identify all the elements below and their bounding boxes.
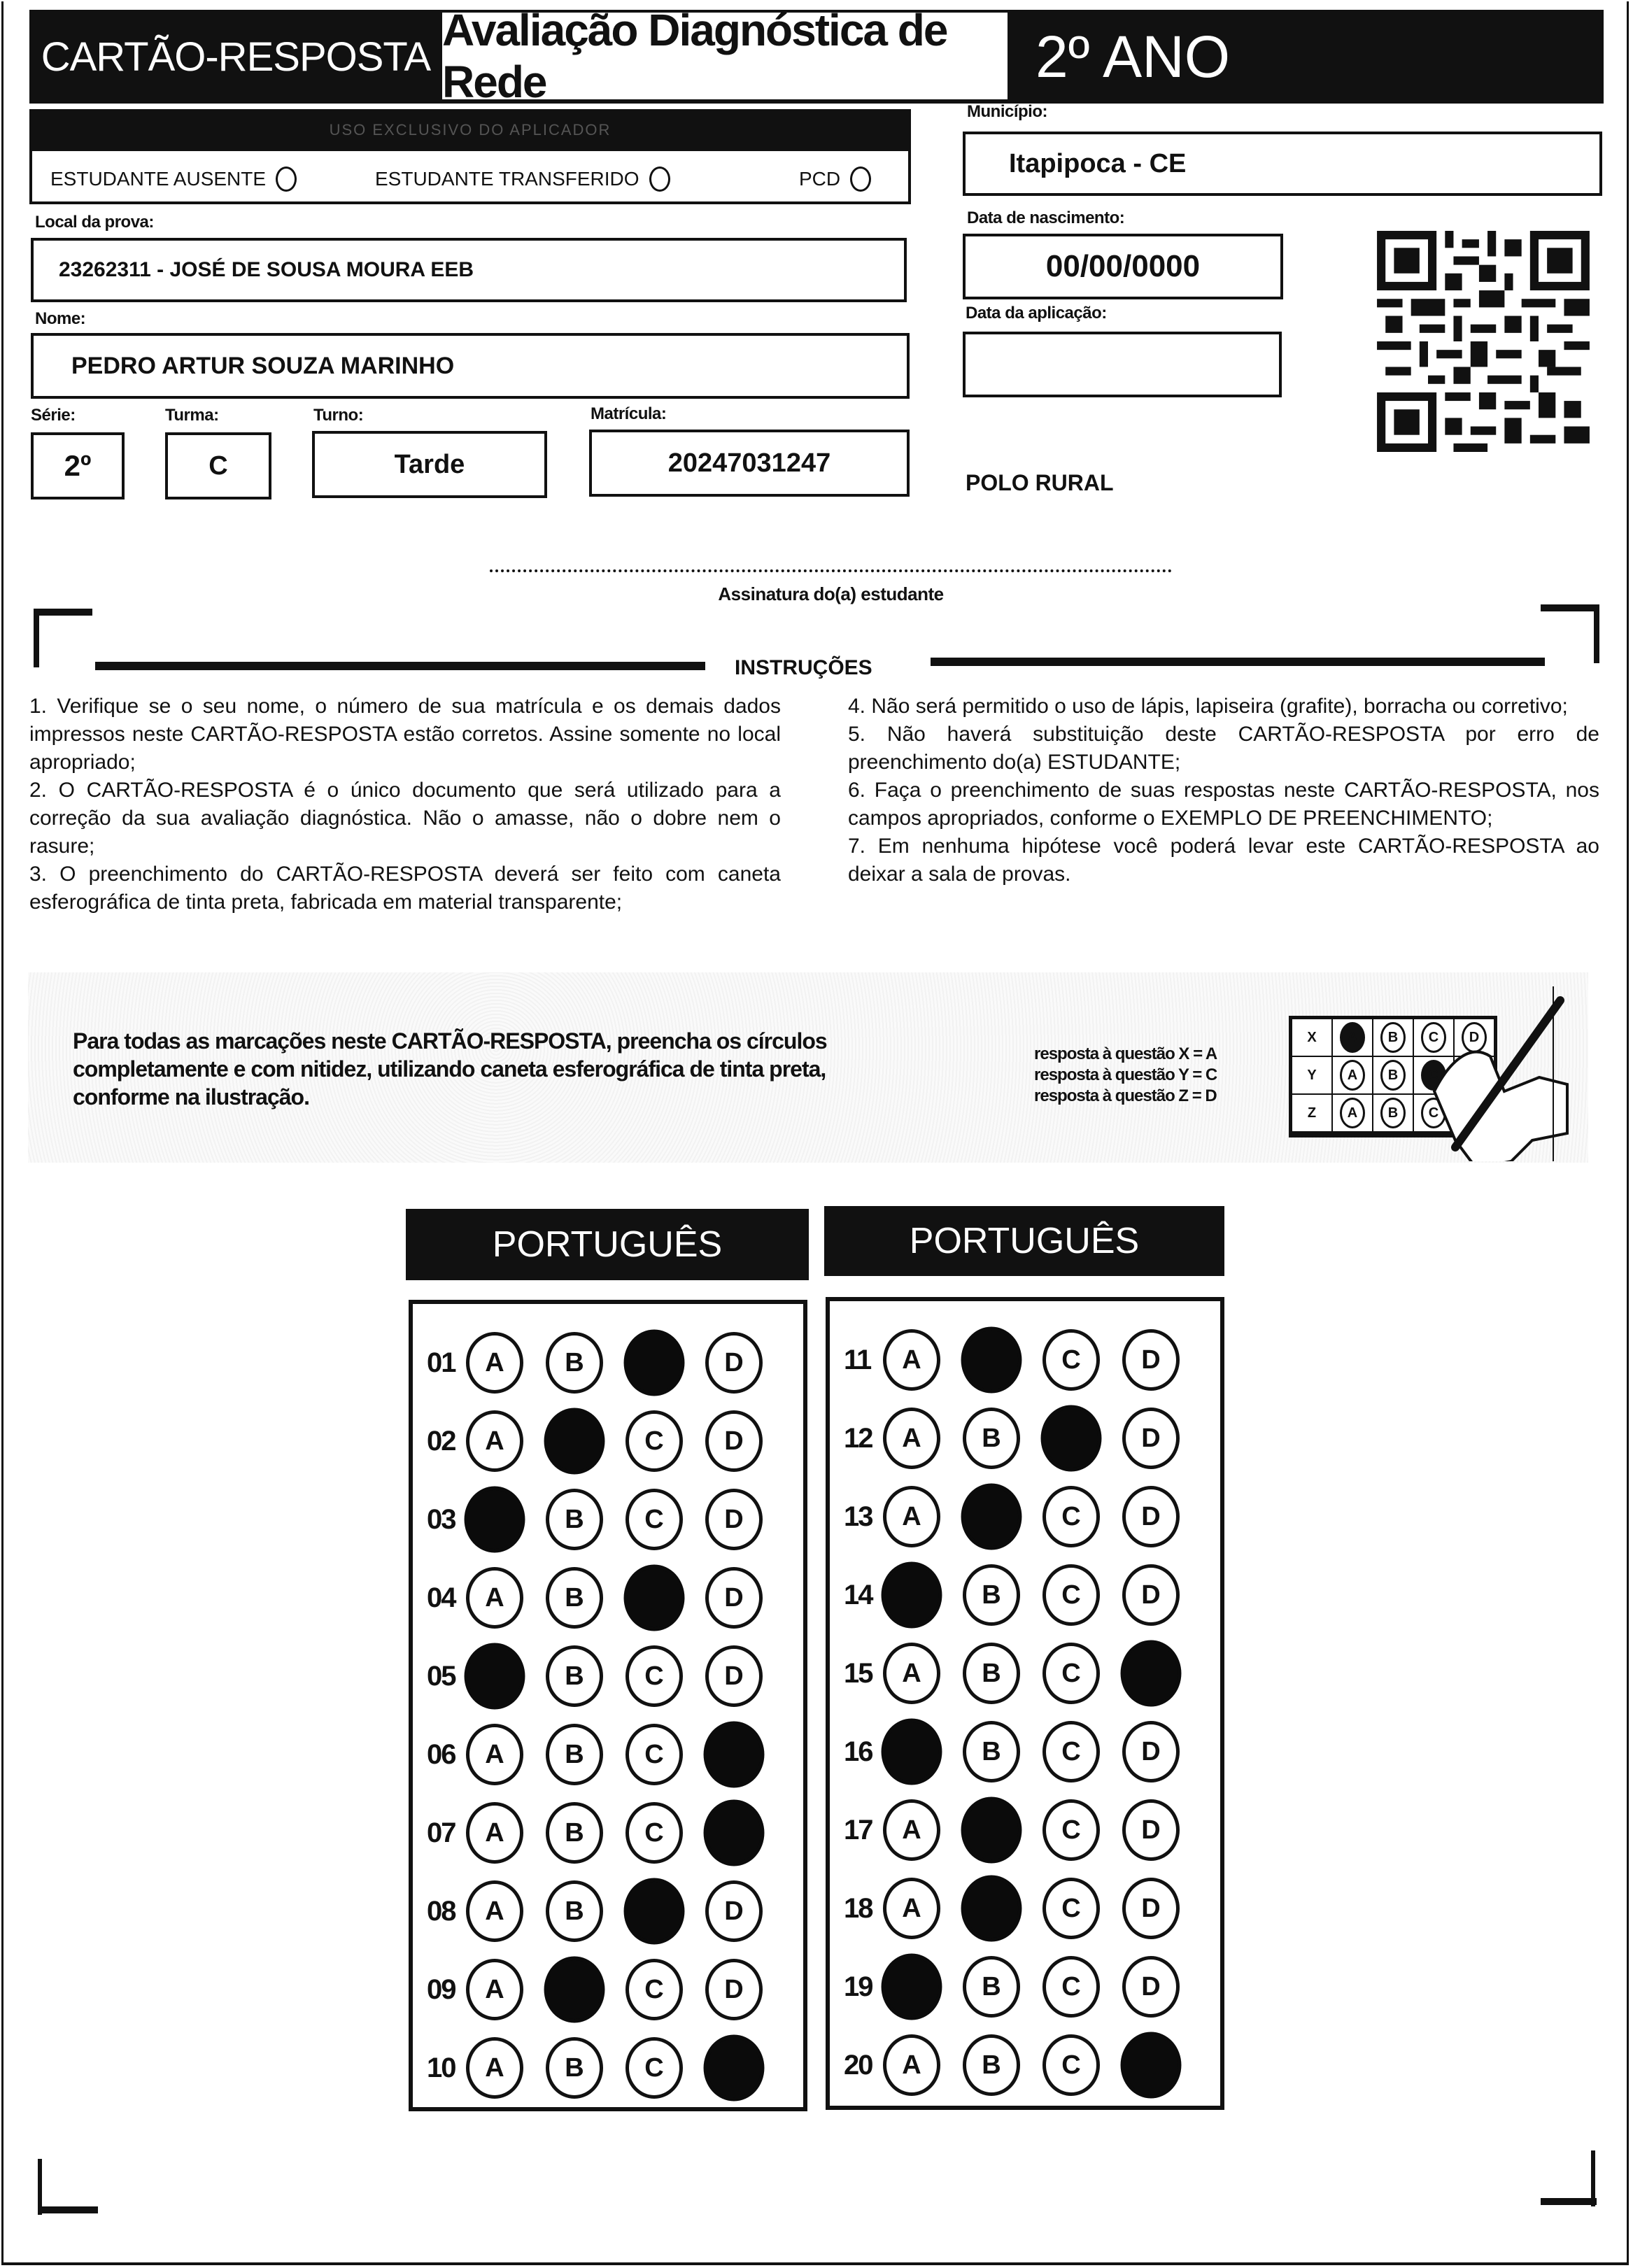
answer-bubble[interactable]: B — [546, 1489, 603, 1550]
subject-header: PORTUGUÊS — [824, 1206, 1224, 1276]
instruction-item: 4. Não será permitido o uso de lápis, lapiseira (grafite), borracha ou corretivo; — [848, 695, 1568, 718]
example-bubble: B — [1380, 1098, 1406, 1128]
answer-row — [427, 2037, 785, 2099]
answer-bubble[interactable]: C — [1042, 1799, 1100, 1861]
answer-row — [427, 1645, 785, 1707]
answer-bubble[interactable]: A — [466, 1410, 523, 1472]
option-estudante-ausente[interactable] — [50, 166, 297, 192]
local-field — [31, 238, 907, 302]
answer-row — [427, 1567, 785, 1629]
answer-bubble[interactable]: D — [705, 1880, 763, 1942]
turma-value: C — [208, 451, 228, 481]
answer-bubble[interactable]: D — [1122, 1721, 1180, 1782]
answer-bubble[interactable]: A — [883, 1643, 940, 1704]
answer-bubble[interactable]: A — [466, 2037, 523, 2099]
radio-circle-icon[interactable] — [276, 166, 297, 192]
answer-bubble[interactable]: D — [705, 1567, 763, 1629]
answer-bubble[interactable]: B — [963, 2034, 1020, 2096]
answer-bubble[interactable]: B — [546, 1645, 603, 1707]
answer-row — [427, 1332, 785, 1394]
answer-bubble[interactable]: C — [625, 1724, 683, 1785]
instruction-item: 7. Em nenhuma hipótese você poderá levar este CARTÃO-RESPOSTA ao deixar a sala de provas. — [848, 835, 1599, 886]
answer-bubble[interactable]: B — [963, 1643, 1020, 1704]
answer-bubble[interactable]: C — [1042, 1878, 1100, 1939]
answer-bubble[interactable]: A — [883, 1408, 940, 1469]
instructions-title: INSTRUÇÕES — [735, 656, 872, 679]
example-bubble: C — [1421, 1098, 1446, 1128]
answer-bubble[interactable]: D — [1122, 1329, 1180, 1391]
answer-bubble-filled[interactable] — [961, 1875, 1022, 1941]
answer-bubble[interactable]: C — [1042, 1643, 1100, 1704]
answer-bubble-filled[interactable] — [1121, 2032, 1182, 2098]
grade-label: 2º ANO — [1035, 23, 1231, 90]
radio-circle-icon[interactable] — [850, 166, 871, 192]
answer-bubble[interactable]: B — [546, 1802, 603, 1864]
question-number: 15 — [844, 1657, 872, 1689]
option-estudante-transferido[interactable] — [375, 166, 670, 192]
aplicacao-label: Data da aplicação: — [966, 304, 1107, 323]
answer-row — [844, 1956, 1202, 2018]
answer-bubble-filled[interactable] — [961, 1326, 1022, 1393]
legend-line: resposta à questão X = A — [1034, 1044, 1217, 1063]
question-number: 07 — [427, 1817, 455, 1848]
turno-label: Turno: — [313, 406, 364, 425]
answer-bubble-filled[interactable] — [882, 1561, 942, 1628]
example-question-label: Y — [1292, 1056, 1332, 1094]
nome-field — [31, 333, 910, 399]
example-legend — [1034, 1044, 1217, 1107]
answer-bubble[interactable]: B — [546, 1332, 603, 1394]
aplicacao-field — [963, 332, 1282, 397]
qr-code-icon — [1377, 231, 1590, 452]
legend-line: resposta à questão Z = D — [1034, 1086, 1217, 1105]
example-bubble: B — [1380, 1060, 1406, 1091]
answer-bubble[interactable]: A — [466, 1567, 523, 1629]
answer-bubble[interactable]: A — [466, 1880, 523, 1942]
option-label: PCD — [799, 168, 841, 190]
polo-label: POLO RURAL — [966, 470, 1114, 495]
answer-bubble-filled[interactable] — [465, 1643, 525, 1709]
turma-label: Turma: — [165, 406, 219, 425]
question-number: 02 — [427, 1425, 455, 1457]
subject-header: PORTUGUÊS — [406, 1209, 809, 1280]
question-number: 18 — [844, 1892, 872, 1924]
answer-bubble[interactable]: D — [1122, 1878, 1180, 1939]
answer-bubble-filled[interactable] — [882, 1718, 942, 1785]
answer-bubble[interactable]: C — [625, 1645, 683, 1707]
answer-bubble[interactable]: C — [625, 1802, 683, 1864]
answer-bubble-filled[interactable] — [544, 1956, 605, 2022]
instructions-rule-right — [931, 658, 1545, 666]
turno-field — [312, 431, 547, 498]
answer-bubble-filled[interactable] — [1121, 1640, 1182, 1706]
corner-mark-top-right — [1594, 604, 1599, 663]
answer-bubble[interactable]: B — [963, 1564, 1020, 1626]
answer-bubble[interactable]: C — [1042, 1721, 1100, 1782]
answer-row — [427, 1410, 785, 1472]
answer-bubble[interactable]: D — [1122, 1486, 1180, 1547]
answer-row — [427, 1802, 785, 1864]
instruction-item: 6. Faça o preenchimento de suas respostas neste CARTÃO-RESPOSTA, nos campos apropriados, conforme o EXEMPLO DE PREENCHIMENTO; — [848, 779, 1599, 830]
answer-bubble-filled[interactable] — [624, 1878, 685, 1944]
answer-row — [844, 1564, 1202, 1626]
nome-label: Nome: — [35, 309, 86, 328]
answer-bubble[interactable]: A — [883, 1878, 940, 1939]
answer-row — [844, 1329, 1202, 1391]
answer-bubble[interactable]: C — [1042, 2034, 1100, 2096]
exam-title: Avaliação Diagnóstica de Rede — [442, 13, 1008, 99]
example-bubble: D — [1462, 1022, 1487, 1053]
example-instruction: Para todas as marcações neste CARTÃO-RESPOSTA, preencha os círculos completamente e com nitidez, utilizando caneta esferográfica de tinta preta, conforme na ilustração. — [73, 1028, 827, 1110]
answer-bubble[interactable]: A — [466, 1959, 523, 2020]
hand-with-pen-icon — [1427, 986, 1574, 1161]
corner-mark-top-right — [1541, 604, 1599, 611]
matricula-field — [589, 430, 910, 497]
answer-bubble[interactable]: D — [1122, 1956, 1180, 2018]
aplicador-title: USO EXCLUSIVO DO APLICADOR — [29, 109, 911, 151]
example-bubble-filled: C — [1421, 1060, 1446, 1091]
municipio-field — [963, 132, 1602, 196]
question-number: 06 — [427, 1738, 455, 1770]
answer-bubble[interactable]: B — [963, 1956, 1020, 2018]
question-number: 05 — [427, 1660, 455, 1692]
serie-label: Série: — [31, 406, 76, 425]
question-number: 10 — [427, 2052, 455, 2083]
legend-line: resposta à questão Y = C — [1034, 1065, 1217, 1084]
signature-line[interactable] — [490, 569, 1172, 572]
question-number: 12 — [844, 1422, 872, 1454]
option-label: ESTUDANTE AUSENTE — [50, 168, 267, 190]
answer-bubble[interactable]: D — [705, 1959, 763, 2020]
answer-bubble[interactable]: D — [705, 1410, 763, 1472]
answer-bubble[interactable]: C — [1042, 1564, 1100, 1626]
answer-bubble[interactable]: D — [1122, 1799, 1180, 1861]
answer-bubble[interactable]: C — [625, 2037, 683, 2099]
example-bubble: A — [1340, 1098, 1365, 1128]
option-pcd[interactable] — [799, 166, 871, 192]
corner-mark-bottom-left — [38, 2206, 98, 2213]
answer-bubble[interactable]: B — [963, 1408, 1020, 1469]
answer-bubble-filled[interactable] — [544, 1408, 605, 1474]
answer-bubble[interactable]: D — [705, 1645, 763, 1707]
answer-bubble[interactable]: D — [705, 1332, 763, 1394]
instruction-item: 3. O preenchimento do CARTÃO-RESPOSTA deverá ser feito com caneta esferográfica de tinta preta, fabricada em material transparente; — [29, 863, 781, 914]
radio-circle-icon[interactable] — [649, 166, 670, 192]
nome-value: PEDRO ARTUR SOUZA MARINHO — [71, 352, 455, 379]
answer-bubble-filled[interactable] — [1041, 1405, 1102, 1471]
answer-bubble[interactable]: C — [625, 1959, 683, 2020]
example-question-label: Z — [1292, 1094, 1332, 1132]
instructions-rule-left — [95, 662, 705, 670]
answer-bubble-filled[interactable] — [704, 1721, 765, 1787]
answer-bubble-filled[interactable] — [882, 1953, 942, 2020]
aplicador-options — [29, 151, 911, 204]
instruction-item: 2. O CARTÃO-RESPOSTA é o único documento que será utilizado para a correção da sua avaliação diagnóstica. Não o amasse, não o dobre nem o rasure; — [29, 779, 781, 858]
question-number: 19 — [844, 1971, 872, 2002]
matricula-label: Matrícula: — [591, 404, 667, 423]
example-bubble-filled: A — [1340, 1022, 1365, 1053]
local-value: 23262311 - JOSÉ DE SOUSA MOURA EEB — [59, 258, 474, 281]
answer-bubble[interactable]: D — [1122, 1564, 1180, 1626]
answer-bubble[interactable]: D — [705, 1489, 763, 1550]
answer-row — [427, 1880, 785, 1942]
answer-bubble[interactable]: D — [1122, 1408, 1180, 1469]
instruction-item: 1. Verifique se o seu nome, o número de sua matrícula e os demais dados impressos neste CARTÃO-RESPOSTA estão corretos. Assine somente no local apropriado; — [29, 695, 781, 774]
question-number: 08 — [427, 1895, 455, 1927]
answer-bubble-filled[interactable] — [624, 1564, 685, 1631]
answer-row — [844, 2034, 1202, 2096]
question-number: 13 — [844, 1501, 872, 1532]
answer-bubble-filled[interactable] — [624, 1329, 685, 1396]
municipio-value: Itapipoca - CE — [1009, 148, 1187, 178]
answer-row — [844, 1799, 1202, 1861]
answer-bubble[interactable]: B — [546, 1880, 603, 1942]
answer-bubble[interactable]: B — [546, 1567, 603, 1629]
answer-row — [427, 1489, 785, 1550]
turma-field — [165, 432, 271, 499]
local-label: Local da prova: — [35, 213, 154, 232]
question-number: 11 — [844, 1344, 871, 1375]
answer-bubble[interactable]: A — [466, 1802, 523, 1864]
option-label: ESTUDANTE TRANSFERIDO — [375, 168, 639, 190]
instruction-item: 5. Não haverá substituição deste CARTÃO-RESPOSTA por erro de preenchimento do(a) ESTUDANTE; — [848, 723, 1599, 774]
answer-panel-2 — [826, 1297, 1224, 2110]
municipio-label: Município: — [967, 102, 1047, 121]
answer-bubble[interactable]: A — [466, 1332, 523, 1394]
question-number: 04 — [427, 1582, 455, 1613]
nascimento-value: 00/00/0000 — [1045, 249, 1201, 283]
answer-bubble-filled[interactable] — [961, 1796, 1022, 1863]
signature-label: Assinatura do(a) estudante — [718, 583, 944, 604]
matricula-value: 20247031247 — [667, 448, 831, 478]
answer-row — [844, 1721, 1202, 1782]
question-number: 01 — [427, 1347, 455, 1378]
example-bubble: A — [1340, 1060, 1365, 1091]
answer-row — [844, 1486, 1202, 1547]
question-number: 03 — [427, 1503, 455, 1535]
answer-bubble[interactable]: C — [625, 1489, 683, 1550]
answer-row — [844, 1643, 1202, 1704]
answer-bubble[interactable]: A — [466, 1724, 523, 1785]
instructions-left-column — [29, 693, 781, 916]
nascimento-field — [963, 234, 1283, 299]
serie-field — [31, 432, 125, 499]
turno-value: Tarde — [394, 449, 465, 479]
question-number: 16 — [844, 1736, 872, 1767]
answer-bubble[interactable]: A — [883, 1329, 940, 1391]
example-bubble: C — [1421, 1022, 1446, 1053]
example-question-label: X — [1292, 1019, 1332, 1056]
corner-mark-top-left — [34, 609, 92, 616]
card-label: CARTÃO-RESPOSTA — [41, 34, 431, 80]
answer-bubble[interactable]: C — [1042, 1956, 1100, 2018]
answer-bubble[interactable]: B — [546, 1724, 603, 1785]
answer-bubble[interactable]: A — [883, 1799, 940, 1861]
answer-bubble-filled[interactable] — [704, 2034, 765, 2101]
answer-bubble-filled[interactable] — [465, 1486, 525, 1552]
answer-row — [844, 1878, 1202, 1939]
instructions-right-column — [848, 693, 1599, 888]
answer-bubble-filled[interactable] — [704, 1799, 765, 1866]
answer-bubble[interactable]: C — [1042, 1329, 1100, 1391]
example-bubble: B — [1380, 1022, 1406, 1053]
answer-bubble[interactable]: B — [546, 2037, 603, 2099]
question-number: 20 — [844, 2049, 872, 2081]
nascimento-label: Data de nascimento: — [967, 208, 1125, 227]
answer-bubble[interactable]: A — [883, 2034, 940, 2096]
question-number: 09 — [427, 1973, 455, 2005]
answer-bubble[interactable]: C — [625, 1410, 683, 1472]
answer-bubble[interactable]: B — [963, 1721, 1020, 1782]
corner-mark-bottom-right — [1541, 2198, 1597, 2205]
serie-value: 2º — [64, 449, 92, 482]
answer-row — [427, 1724, 785, 1785]
answer-bubble[interactable]: A — [883, 1486, 940, 1547]
answer-bubble[interactable]: C — [1042, 1486, 1100, 1547]
answer-bubble-filled[interactable] — [961, 1483, 1022, 1550]
question-number: 14 — [844, 1579, 872, 1610]
answer-row — [844, 1408, 1202, 1469]
question-number: 17 — [844, 1814, 872, 1845]
answer-panel-1 — [409, 1300, 807, 2111]
corner-mark-top-left — [34, 609, 39, 667]
answer-row — [427, 1959, 785, 2020]
